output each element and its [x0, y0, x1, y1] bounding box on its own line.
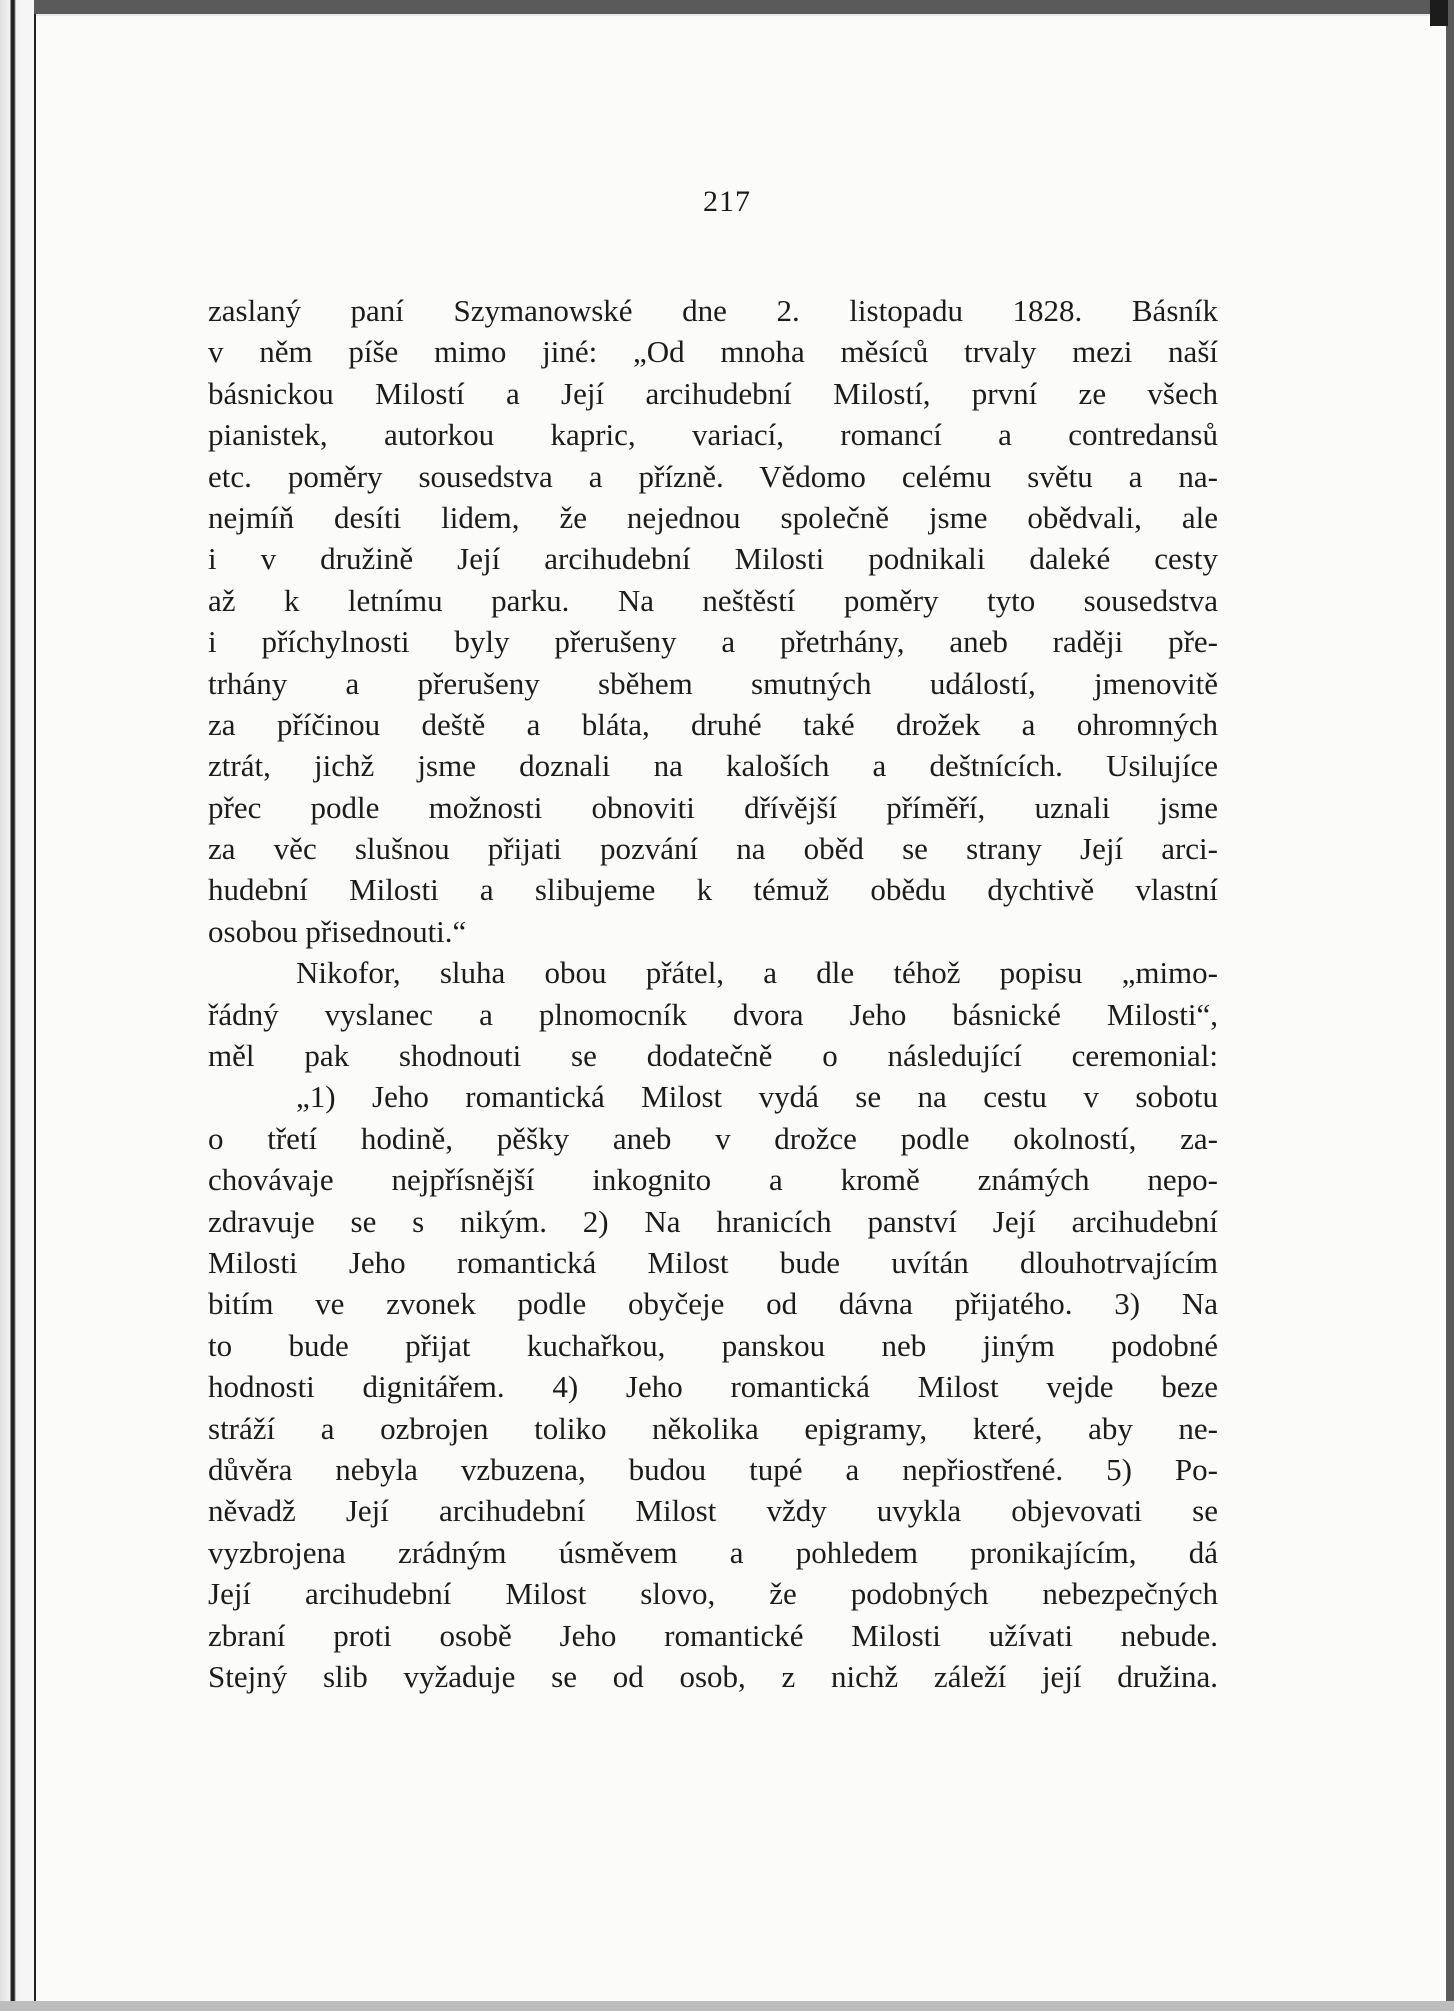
- text-line: měl pak shodnouti se dodatečně o následující ceremonial:: [208, 1038, 1218, 1074]
- text-line: Milosti Jeho romantická Milost bude uvítán dlouhotrvajícím: [208, 1244, 1218, 1280]
- text-line: hodnosti dignitářem. 4) Jeho romantická Milost vejde beze: [208, 1369, 1218, 1405]
- text-line: Nikofor, sluha obou přátel, a dle téhož popisu „mimo-: [296, 955, 1218, 991]
- text-line: chovávaje nejpřísnější inkognito a kromě známých nepo-: [208, 1162, 1218, 1198]
- text-line: až k letnímu parku. Na neštěstí poměry tyto sousedstva: [208, 582, 1218, 618]
- page-number: 217: [703, 185, 751, 218]
- text-line: „1) Jeho romantická Milost vydá se na cestu v sobotu: [296, 1079, 1218, 1115]
- text-line: stráží a ozbrojen toliko několika epigramy, které, aby ne-: [208, 1410, 1218, 1446]
- body-text: [208, 290, 1218, 1697]
- text-line: to bude přijat kuchařkou, panskou neb jiným podobné: [208, 1327, 1218, 1363]
- text-line: Její arcihudební Milost slovo, že podobných nebezpečných: [208, 1576, 1218, 1612]
- text-line: zdravuje se s nikým. 2) Na hranicích panství Její arcihudební: [208, 1203, 1218, 1239]
- text-line: o třetí hodině, pěšky aneb v drožce podle okolností, za-: [208, 1120, 1218, 1156]
- text-line: básnickou Milostí a Její arcihudební Milostí, první ze všech: [208, 375, 1218, 411]
- text-line: hudební Milosti a slibujeme k témuž obědu dychtivě vlastní: [208, 872, 1218, 908]
- page-binding-edge: [0, 0, 34, 2011]
- text-line: osobou přisednouti.“: [208, 913, 467, 949]
- text-line: ztrát, jichž jsme doznali na kaloších a deštnících. Usilujíce: [208, 748, 1218, 784]
- text-line: nejmíň desíti lidem, že nejednou společně jsme obědvali, ale: [208, 499, 1218, 535]
- text-line: zbraní proti osobě Jeho romantické Milosti užívati nebude.: [208, 1617, 1218, 1653]
- text-line: i v družině Její arcihudební Milosti podnikali daleké cesty: [208, 541, 1218, 577]
- text-line: za věc slušnou přijati pozvání na oběd se strany Její arci-: [208, 831, 1218, 867]
- scan-bottom-edge: [0, 2001, 1454, 2011]
- text-line: za příčinou deště a bláta, druhé také drožek a ohromných: [208, 706, 1218, 742]
- text-line: trhány a přerušeny sběhem smutných událostí, jmenovitě: [208, 665, 1218, 701]
- text-line: důvěra nebyla vzbuzena, budou tupé a nepřiostřené. 5) Po-: [208, 1451, 1218, 1487]
- text-line: Stejný slib vyžaduje se od osob, z nichž záleží její družina.: [208, 1658, 1218, 1694]
- text-line: bitím ve zvonek podle obyčeje od dávna přijatého. 3) Na: [208, 1286, 1218, 1322]
- text-line: i příchylnosti byly přerušeny a přetrhány, aneb raději pře-: [208, 624, 1218, 660]
- text-line: v něm píše mimo jiné: „Od mnoha měsíců trvaly mezi naší: [208, 334, 1218, 370]
- scan-corner-mark: [1430, 0, 1448, 26]
- text-line: přec podle možnosti obnoviti dřívější příměří, uznali jsme: [208, 789, 1218, 825]
- text-line: pianistek, autorkou kapric, variací, romancí a contredansů: [208, 417, 1218, 453]
- text-line: etc. poměry sousedstva a přízně. Vědomo celému světu a na-: [208, 458, 1218, 494]
- text-line: zaslaný paní Szymanowské dne 2. listopadu 1828. Básník: [208, 293, 1218, 328]
- text-line: vyzbrojena zrádným úsměvem a pohledem pronikajícím, dá: [208, 1534, 1218, 1570]
- text-line: něvadž Její arcihudební Milost vždy uvykla objevovati se: [208, 1493, 1218, 1529]
- text-line: řádný vyslanec a plnomocník dvora Jeho básnické Milosti“,: [208, 996, 1218, 1032]
